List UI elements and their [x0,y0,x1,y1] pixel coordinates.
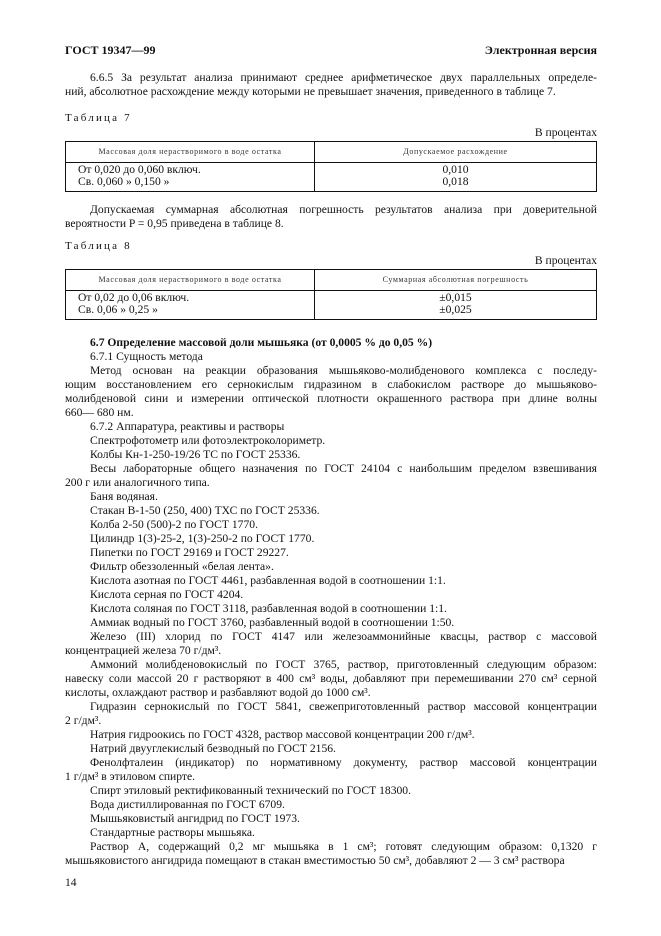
paragraph [65,574,597,588]
text-line: Гидразин сернокислый по ГОСТ 5841, свежеприготовленный раствор массовой концентрации [90,700,597,713]
paragraph [65,630,597,658]
text-line: Весы лабораторные общего назначения по ГОСТ 24104 с наибольшим пределом взвешивания [90,462,597,475]
column-header: Массовая доля нерастворимого в воде остатка [66,142,315,163]
column-header: Суммарная абсолютная погрешность [315,270,597,291]
text-line: 6.7 Определение массовой доли мышьяка (от 0,0005 % до 0,05 %) [90,336,433,349]
table-cell: ±0,015 [439,291,472,304]
paragraph [65,756,597,784]
text-line: Баня водяная. [90,490,158,503]
text-line: Колбы Кн-1-250-19/26 ТС по ГОСТ 25336. [90,448,301,461]
paragraph [65,588,597,602]
paragraph-6-6-5 [65,71,597,99]
paragraph [65,462,597,490]
text-line: Стакан В-1-50 (250, 400) ТХС по ГОСТ 25336. [90,504,320,517]
text-line: Цилиндр 1(3)-25-2, 1(3)-250-2 по ГОСТ 1770. [90,532,315,545]
text-line: молибденовой сини и измерении оптической плотности окрашенного раствора при длине волны [65,392,597,405]
text-line: концентрацией железа 70 г/дм³. [65,644,222,657]
text-line: Кислота соляная по ГОСТ 3118, разбавленная водой в соотношении 1:1. [90,602,447,615]
paragraph [65,700,597,728]
text-line: Метод основан на реакции образования мышьяково-молибденового комплекса с последу- [90,364,597,377]
text-line: 6.7.1 Сущность метода [90,350,203,363]
table-cell: От 0,02 до 0,06 включ. [78,291,190,304]
text-line: вероятности P = 0,95 приведена в таблице 8. [65,217,284,230]
text-line: 1 г/дм³ в этиловом спирте. [65,770,195,783]
paragraph [65,546,597,560]
text-line: Железо (III) хлорид по ГОСТ 4147 или железоаммонийные квасцы, раствор с массовой [90,630,597,643]
table-row [66,163,597,192]
text-line: Кислота серная по ГОСТ 4204. [90,588,244,601]
paragraph [65,490,597,504]
text-line: Фильтр обеззоленный «белая лента». [90,560,274,573]
text-line: Вода дистиллированная по ГОСТ 6709. [90,798,285,811]
table-cell: От 0,020 до 0,060 включ. [78,163,201,176]
text-line: Натрий двууглекислый безводный по ГОСТ 2156. [90,742,336,755]
table-8-unit: В процентах [534,254,597,267]
page-number: 14 [65,876,77,889]
text-line: Пипетки по ГОСТ 29169 и ГОСТ 29227. [90,546,289,559]
text-line: мышьяковистого ангидрида помещают в стакан вместимостью 50 см³, добавляют 2 — 3 см³ раствора [65,854,565,867]
text-line: Спирт этиловый ректификованный технический по ГОСТ 18300. [90,784,412,797]
column-header: Допускаемое расхождение [315,142,597,163]
paragraph [65,616,597,630]
paragraph [65,532,597,546]
text-line: Колба 2-50 (500)-2 по ГОСТ 1770. [90,518,258,531]
section-heading [65,336,597,350]
paragraph [65,826,597,840]
table-cell: Св. 0,060 » 0,150 » [78,175,170,188]
table-cell: ±0,025 [439,303,472,316]
table-7 [65,141,597,192]
table-row [66,291,597,320]
paragraph-accuracy [65,203,597,231]
text-line: 660— 680 нм. [65,406,134,419]
paragraph [65,728,597,742]
text-line: ющим восстановлением его сернокислым гидразином в слабокислом растворе до мышьяково- [65,378,597,391]
table-8-caption: Таблица 8 [65,240,132,252]
table-cell: Св. 0,06 » 0,25 » [78,303,158,316]
text-line: Допускаемая суммарная абсолютная погрешность результатов анализа при доверительной [90,203,597,216]
text-line: Раствор А, содержащий 0,2 мг мышьяка в 1 см³; готовят следующим образом: 0,1320 г [90,840,597,853]
table-8 [65,269,597,320]
text-line: Спектрофотометр или фотоэлектроколориметр. [90,434,326,447]
table-cell: 0,010 [442,163,469,176]
text-line: Фенолфталеин (индикатор) по нормативному документу, раствор массовой концентрации [90,756,597,769]
paragraph [65,798,597,812]
text-line: Кислота азотная по ГОСТ 4461, разбавленная водой в соотношении 1:1. [90,574,446,587]
paragraph [65,420,597,434]
text-line: Стандартные растворы мышьяка. [90,826,255,839]
text-line: 6.7.2 Аппаратура, реактивы и растворы [90,420,285,433]
text-line: Мышьяковистый ангидрид по ГОСТ 1973. [90,812,300,825]
paragraph [65,448,597,462]
text-line: Натрия гидроокись по ГОСТ 4328, раствор массовой концентрации 200 г/дм³. [90,728,475,741]
document-id: ГОСТ 19347—99 [65,43,156,57]
text-line: 6.6.5 За результат анализа принимают среднее арифметическое двух параллельных определе- [90,71,597,84]
table-cell: 0,018 [442,175,469,188]
version-label: Электронная версия [484,43,597,57]
table-7-unit: В процентах [534,126,597,139]
text-line: ний, абсолютное расхождение между которыми не превышает значения, приведенного в таблице 7. [65,85,556,98]
paragraph [65,742,597,756]
text-line: Аммоний молибденовокислый по ГОСТ 3765, раствор, приготовленный следующим образом: [90,658,597,671]
paragraph [65,812,597,826]
paragraph [65,434,597,448]
section-6-7 [65,336,597,868]
paragraph [65,784,597,798]
text-line: кислоты, охлаждают раствор и разбавляют водой до 1000 см³. [65,686,371,699]
paragraph [65,504,597,518]
paragraph [65,658,597,700]
paragraph [65,840,597,868]
paragraph [65,518,597,532]
paragraph [65,602,597,616]
paragraph [65,364,597,420]
paragraph [65,350,597,364]
paragraph [65,560,597,574]
text-line: навеску соли массой 20 г растворяют в 400 см³ воды, добавляют при перемешивании 270 см³ серной [65,672,597,685]
column-header: Массовая доля нерастворимого в воде остатка [66,270,315,291]
text-line: Аммиак водный по ГОСТ 3760, разбавленный водой в соотношении 1:50. [90,616,455,629]
text-line: 200 г или аналогичного типа. [65,476,210,489]
table-7-caption: Таблица 7 [65,112,132,124]
text-line: 2 г/дм³. [65,714,102,727]
